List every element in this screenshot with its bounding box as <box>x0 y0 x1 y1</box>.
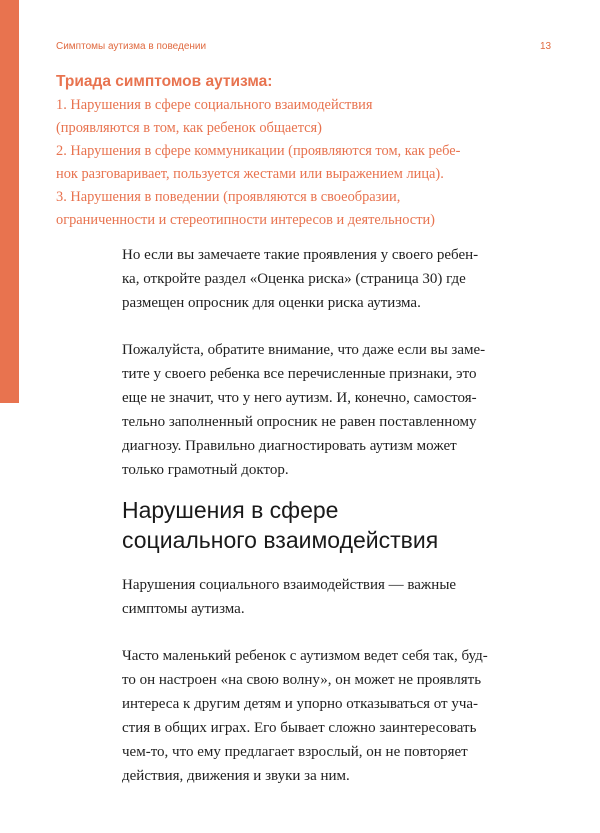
triad-line: 2. Нарушения в сфере коммуникации (проявляются том, как ребе- <box>56 143 461 159</box>
text-line: то он настроен «на свою волну», он может не проявлять <box>122 672 482 688</box>
text-line: действия, движения и звуки за ним. <box>122 768 350 784</box>
text-line: размещен опросник для оценки риска аутизма. <box>122 295 421 311</box>
text-line: симптомы аутизма. <box>122 601 245 617</box>
text-line: только грамотный доктор. <box>122 462 289 478</box>
paragraph-risk-assessment <box>122 243 572 315</box>
triad-line: (проявляются в том, как ребенок общается) <box>56 120 322 136</box>
text-line: Нарушения социального взаимодействия — важные <box>122 577 457 593</box>
text-line: еще не значит, что у него аутизм. И, конечно, самостоя- <box>122 390 477 406</box>
text-line: чем-то, что ему предлагает взрослый, он не повторяет <box>122 744 468 760</box>
section-heading <box>122 495 572 555</box>
text-line: диагнозу. Правильно диагностировать аутизм может <box>122 438 457 454</box>
text-line: тельно заполненный опросник не равен поставленному <box>122 414 477 430</box>
text-line: Часто маленький ребенок с аутизмом ведет себя так, буд- <box>122 648 488 664</box>
text-line: Но если вы замечаете такие проявления у своего ребен- <box>122 247 479 263</box>
running-title: Симптомы аутизма в поведении <box>56 41 207 52</box>
page-number: 13 <box>540 41 552 52</box>
text-line: ка, откройте раздел «Оценка риска» (страница 30) где <box>122 271 466 287</box>
paragraph-behavior <box>122 644 572 788</box>
accent-side-bar <box>0 0 19 403</box>
paragraph-intro <box>122 573 572 621</box>
paragraph-notice <box>122 338 572 482</box>
triad-line: 3. Нарушения в поведении (проявляются в своеобразии, <box>56 189 401 205</box>
text-line: стия в общих играх. Его бывает сложно заинтересовать <box>122 720 477 736</box>
text-line: тите у своего ребенка все перечисленные признаки, это <box>122 366 477 382</box>
text-line: интереса к другим детям и упорно отказываться от уча- <box>122 696 479 712</box>
heading-line: социального взаимодействия <box>122 527 439 553</box>
text-line: Пожалуйста, обратите внимание, что даже если вы заме- <box>122 342 486 358</box>
heading-line: Нарушения в сфере <box>122 497 339 523</box>
triad-line: нок разговаривает, пользуется жестами или выражением лица). <box>56 166 444 182</box>
triad-line: 1. Нарушения в сфере социального взаимодействия <box>56 97 373 113</box>
triad-line: ограниченности и стереотипности интересов и деятельности) <box>56 212 435 228</box>
triad-title: Триада симптомов аутизма: <box>56 73 273 90</box>
triad-callout <box>56 72 566 232</box>
